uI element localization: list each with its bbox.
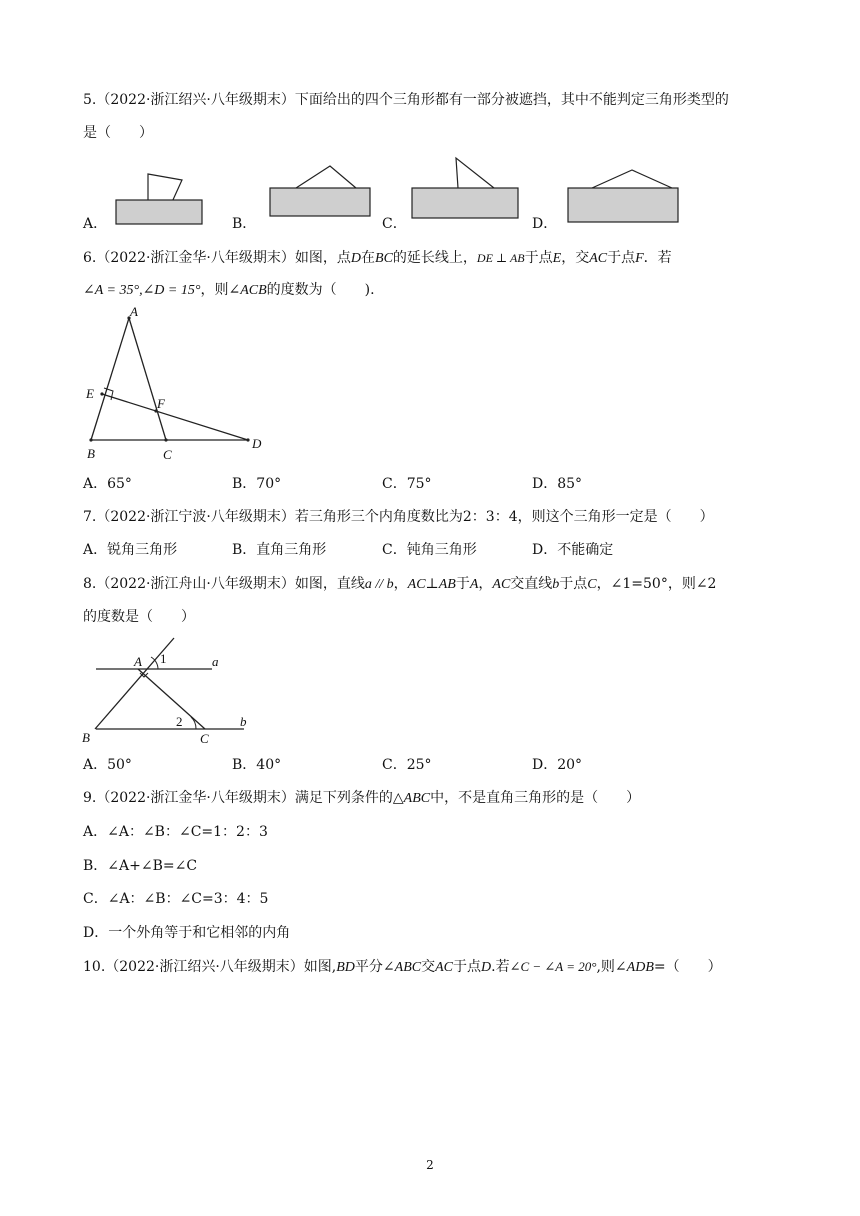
q8-option-c: C．25° (382, 757, 432, 773)
q5-option-d: D． (532, 216, 558, 232)
q6-label-b: B (87, 446, 95, 461)
q8-label-b-point: B (82, 730, 90, 745)
q8-label-a-line: a (212, 654, 219, 669)
q6-figure (80, 304, 280, 466)
q8-option-d: D．20° (532, 757, 583, 773)
q9-option-b: B．∠A+∠B=∠C (83, 858, 198, 874)
q10-line1: 10.（2022·浙江绍兴·八年级期末）如图,BD平分∠ABC交AC于点D.若∠C − ∠A = 20°,则∠ADB=（ ） (83, 959, 722, 975)
q7-option-a: A．锐角三角形 (83, 542, 178, 558)
q9-option-d: D．一个外角等于和它相邻的内角 (83, 925, 291, 941)
q6-option-c: C．75° (382, 476, 432, 492)
q8-label-a-point: A (134, 654, 142, 669)
q8-label-b-line: b (240, 714, 247, 729)
q8-label-2: 2 (176, 714, 183, 729)
q6-option-d: D．85° (532, 476, 583, 492)
page-number: 2 (426, 1158, 434, 1172)
q8-option-b: B．40° (232, 757, 282, 773)
q9-line1: 9.（2022·浙江金华·八年级期末）满足下列条件的△ABC中，不是直角三角形的是（ ） (83, 790, 641, 806)
q8-label-c-point: C (200, 731, 209, 746)
q6-label-d: D (252, 436, 262, 451)
q5-figure-d (564, 164, 682, 226)
q5-option-b: B． (232, 216, 257, 232)
q6-label-e: E (86, 386, 94, 401)
q5-option-c: C． (382, 216, 407, 232)
q9-option-a: A．∠A：∠B：∠C=1：2：3 (83, 824, 268, 840)
q7-option-d: D．不能确定 (532, 542, 614, 558)
q6-line1: 6.（2022·浙江金华·八年级期末）如图，点D在BC的延长线上，DE ⊥ AB于点E，交AC于点F．若 (83, 250, 672, 266)
q6-line2: ∠A = 35°,∠D = 15°，则∠ACB的度数为（ ). (83, 282, 375, 298)
q7-option-c: C．钝角三角形 (382, 542, 477, 558)
q6-option-a: A．65° (83, 476, 132, 492)
q5-figure-a (112, 168, 206, 226)
q6-option-b: B．70° (232, 476, 282, 492)
q7-line1: 7.（2022·浙江宁波·八年级期末）若三角形三个内角度数比为2：3：4，则这个三角形一定是（ ） (83, 509, 714, 525)
q5-option-a: A． (83, 216, 108, 232)
q8-line1: 8.（2022·浙江舟山·八年级期末）如图，直线a // b，AC⊥AB于A，AC交直线b于点C，∠1=50°，则∠2 (83, 576, 717, 592)
q8-figure (80, 632, 256, 750)
q6-label-c: C (163, 447, 172, 462)
q7-option-b: B．直角三角形 (232, 542, 327, 558)
q5-line1: 5.（2022·浙江绍兴·八年级期末）下面给出的四个三角形都有一部分被遮挡，其中不能判定三角形类型的 (83, 92, 729, 108)
q5-figure-b (266, 162, 374, 220)
q9-option-c: C．∠A：∠B：∠C=3：4：5 (83, 891, 269, 907)
q6-label-a: A (130, 304, 138, 319)
q8-line2: 的度数是（ ） (83, 609, 195, 625)
q6-label-f: F (157, 396, 165, 411)
q5-line2: 是（ ） (83, 125, 153, 141)
q8-label-1: 1 (160, 651, 167, 666)
q8-option-a: A．50° (83, 757, 132, 773)
q5-figure-c (408, 154, 522, 222)
